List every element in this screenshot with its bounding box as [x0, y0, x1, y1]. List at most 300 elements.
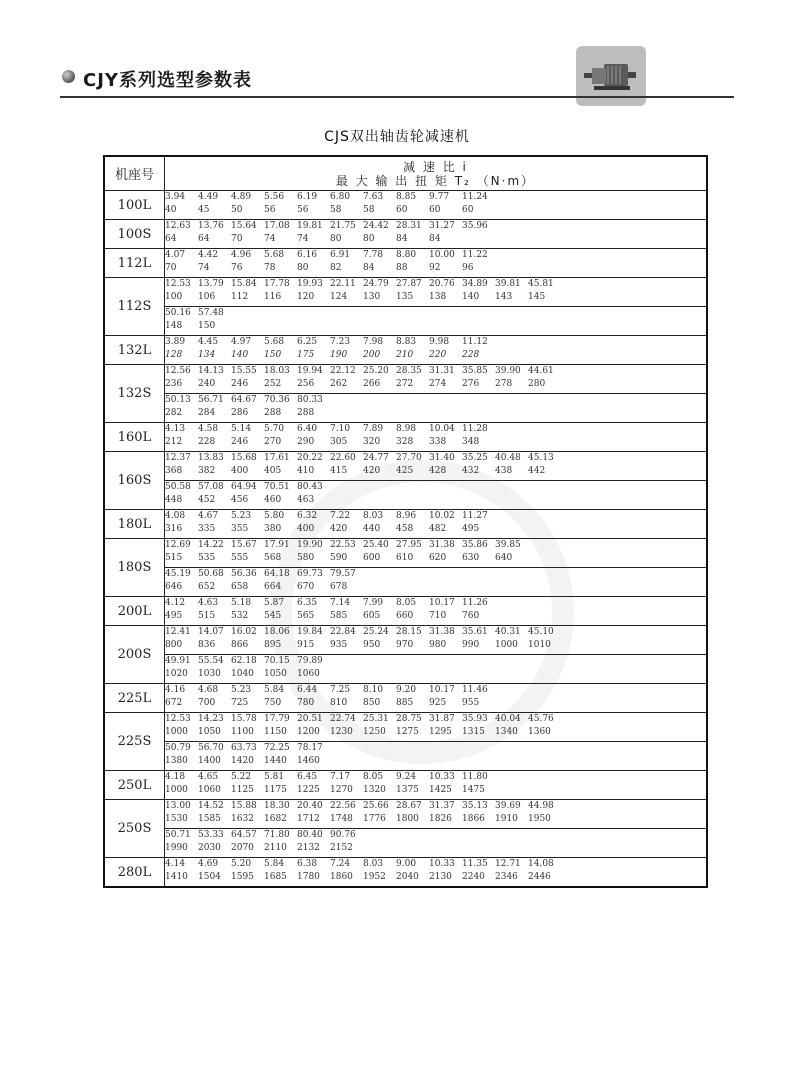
torque-value: 58 — [363, 205, 375, 215]
torque-value: 1340 — [495, 727, 518, 737]
ratio-value: 6.16 — [297, 250, 318, 260]
ratio-value: 14.08 — [528, 859, 554, 869]
ratio-value: 6.80 — [330, 192, 351, 202]
ratio-value: 8.83 — [396, 337, 417, 347]
ratio-value: 5.81 — [264, 772, 285, 782]
table-body — [104, 191, 707, 888]
ratio-value: 90.76 — [330, 830, 356, 840]
torque-value: 605 — [363, 611, 381, 621]
torque-value: 980 — [429, 640, 447, 650]
ratio-value: 64.94 — [231, 482, 257, 492]
ratio-value: 40.04 — [495, 714, 521, 724]
frame-size-cell: 225L — [104, 684, 165, 713]
ratio-torque-cell — [165, 713, 708, 742]
table-row — [104, 568, 707, 597]
ratio-value: 24.77 — [363, 453, 389, 463]
ratio-line — [165, 307, 706, 320]
ratio-value: 5.84 — [264, 859, 285, 869]
ratio-value: 11.46 — [462, 685, 488, 695]
torque-value: 580 — [297, 553, 315, 563]
ratio-value: 70.15 — [264, 656, 290, 666]
ratio-value: 28.31 — [396, 221, 422, 231]
ratio-value: 5.18 — [231, 598, 252, 608]
ratio-value: 19.84 — [297, 627, 323, 637]
ratio-value: 19.94 — [297, 366, 323, 376]
ratio-value: 4.63 — [198, 598, 219, 608]
table-title: CJS双出轴齿轮减速机 — [324, 129, 470, 145]
torque-value: 1000 — [165, 785, 188, 795]
torque-value: 1150 — [264, 727, 287, 737]
ratio-value: 13.00 — [165, 801, 191, 811]
ratio-value: 20.51 — [297, 714, 323, 724]
table-row — [104, 394, 707, 423]
table-row — [104, 829, 707, 858]
ratio-value: 4.18 — [165, 772, 186, 782]
ratio-line — [165, 597, 706, 610]
ratio-value: 56.70 — [198, 743, 224, 753]
ratio-value: 56.71 — [198, 395, 224, 405]
torque-value: 400 — [231, 466, 249, 476]
torque-value: 432 — [462, 466, 480, 476]
ratio-value: 79.57 — [330, 569, 356, 579]
table-row — [104, 365, 707, 394]
torque-value: 640 — [495, 553, 513, 563]
ratio-value: 5.22 — [231, 772, 252, 782]
torque-line — [165, 813, 706, 826]
torque-value: 262 — [330, 379, 348, 389]
ratio-value: 12.37 — [165, 453, 191, 463]
torque-value: 290 — [297, 437, 315, 447]
frame-size-cell: 160S — [104, 452, 165, 510]
torque-value: 76 — [231, 263, 243, 273]
torque-value: 1360 — [528, 727, 551, 737]
ratio-value: 10.04 — [429, 424, 455, 434]
torque-value: 495 — [165, 611, 183, 621]
torque-value: 1952 — [363, 872, 386, 882]
torque-value: 678 — [330, 582, 348, 592]
ratio-value: 11.27 — [462, 511, 488, 521]
ratio-line — [165, 481, 706, 494]
ratio-value: 10.02 — [429, 511, 455, 521]
torque-value: 1320 — [363, 785, 386, 795]
frame-size-cell: 112S — [104, 278, 165, 336]
ratio-line — [165, 510, 706, 523]
ratio-value: 4.49 — [198, 192, 219, 202]
ratio-value: 80.33 — [297, 395, 323, 405]
torque-value: 382 — [198, 466, 216, 476]
ratio-value: 69.73 — [297, 569, 323, 579]
ratio-value: 4.68 — [198, 685, 219, 695]
torque-value: 1425 — [429, 785, 452, 795]
torque-value: 143 — [495, 292, 513, 302]
ratio-value: 28.15 — [396, 627, 422, 637]
frame-size-cell: 132L — [104, 336, 165, 365]
ratio-line — [165, 771, 706, 784]
torque-value: 1200 — [297, 727, 320, 737]
torque-value: 282 — [165, 408, 183, 418]
ratio-line — [165, 539, 706, 552]
ratio-value: 25.31 — [363, 714, 389, 724]
torque-value: 74 — [264, 234, 276, 244]
ratio-value: 22.53 — [330, 540, 356, 550]
torque-value: 1375 — [396, 785, 419, 795]
ratio-value: 35.61 — [462, 627, 488, 637]
ratio-value: 31.37 — [429, 801, 455, 811]
col-header-ratio-line2: 最 大 输 出 扭 矩 T₂ （N·m） — [335, 173, 536, 188]
torque-value: 600 — [363, 553, 381, 563]
torque-value: 482 — [429, 524, 447, 534]
torque-value: 850 — [363, 698, 381, 708]
frame-size-cell: 250S — [104, 800, 165, 858]
ratio-value: 17.79 — [264, 714, 290, 724]
ratio-value: 5.20 — [231, 859, 252, 869]
torque-value: 1910 — [495, 814, 518, 824]
table-row — [104, 684, 707, 713]
ratio-value: 4.58 — [198, 424, 219, 434]
ratio-value: 21.75 — [330, 221, 356, 231]
ratio-value: 35.96 — [462, 221, 488, 231]
ratio-value: 22.84 — [330, 627, 356, 637]
torque-value: 276 — [462, 379, 480, 389]
ratio-value: 7.22 — [330, 511, 351, 521]
torque-value: 1860 — [330, 872, 353, 882]
torque-value: 1990 — [165, 843, 188, 853]
torque-line — [165, 262, 706, 275]
ratio-value: 12.53 — [165, 279, 191, 289]
torque-line — [165, 465, 706, 478]
torque-value: 266 — [363, 379, 381, 389]
ratio-line — [165, 626, 706, 639]
torque-value: 246 — [231, 379, 249, 389]
ratio-value: 39.81 — [495, 279, 521, 289]
torque-value: 750 — [264, 698, 282, 708]
gear-motor-icon-graphic — [582, 54, 640, 98]
torque-value: 84 — [429, 234, 441, 244]
torque-line — [165, 610, 706, 623]
torque-value: 760 — [462, 611, 480, 621]
ratio-torque-cell — [165, 684, 708, 713]
ratio-value: 57.08 — [198, 482, 224, 492]
frame-size-cell: 200S — [104, 626, 165, 684]
ratio-value: 31.27 — [429, 221, 455, 231]
torque-value: 82 — [330, 263, 342, 273]
ratio-value: 3.94 — [165, 192, 186, 202]
ratio-value: 5.68 — [264, 337, 285, 347]
ratio-value: 11.26 — [462, 598, 488, 608]
torque-value: 1595 — [231, 872, 254, 882]
ratio-value: 4.16 — [165, 685, 186, 695]
col-header-ratio — [165, 156, 708, 191]
torque-value: 284 — [198, 408, 216, 418]
ratio-value: 24.79 — [363, 279, 389, 289]
torque-value: 1420 — [231, 756, 254, 766]
torque-line — [165, 697, 706, 710]
ratio-value: 17.61 — [264, 453, 290, 463]
torque-value: 585 — [330, 611, 348, 621]
torque-value: 60 — [396, 205, 408, 215]
torque-value: 124 — [330, 292, 348, 302]
torque-value: 515 — [198, 611, 216, 621]
ratio-value: 22.56 — [330, 801, 356, 811]
torque-value: 452 — [198, 495, 216, 505]
table-row — [104, 539, 707, 568]
torque-value: 1632 — [231, 814, 254, 824]
ratio-value: 22.74 — [330, 714, 356, 724]
torque-value: 1780 — [297, 872, 320, 882]
ratio-torque-cell — [165, 510, 708, 539]
torque-value: 100 — [165, 292, 183, 302]
ratio-value: 4.89 — [231, 192, 252, 202]
torque-value: 50 — [231, 205, 243, 215]
torque-value: 463 — [297, 495, 315, 505]
torque-value: 1400 — [198, 756, 221, 766]
ratio-value: 5.84 — [264, 685, 285, 695]
ratio-value: 50.71 — [165, 830, 191, 840]
torque-value: 895 — [264, 640, 282, 650]
ratio-value: 62.18 — [231, 656, 257, 666]
torque-value: 348 — [462, 437, 480, 447]
ratio-value: 5.87 — [264, 598, 285, 608]
header-divider — [60, 96, 734, 98]
ratio-value: 45.81 — [528, 279, 554, 289]
ratio-value: 7.89 — [363, 424, 384, 434]
ratio-value: 9.77 — [429, 192, 450, 202]
ratio-value: 9.00 — [396, 859, 417, 869]
torque-value: 252 — [264, 379, 282, 389]
ratio-torque-cell — [165, 829, 708, 858]
ratio-line — [165, 220, 706, 233]
ratio-value: 6.25 — [297, 337, 318, 347]
torque-value: 1800 — [396, 814, 419, 824]
ratio-value: 45.13 — [528, 453, 554, 463]
ratio-value: 4.45 — [198, 337, 219, 347]
ratio-value: 35.93 — [462, 714, 488, 724]
torque-line — [165, 378, 706, 391]
torque-value: 800 — [165, 640, 183, 650]
ratio-value: 17.78 — [264, 279, 290, 289]
torque-value: 256 — [297, 379, 315, 389]
torque-value: 670 — [297, 582, 315, 592]
torque-value: 442 — [528, 466, 546, 476]
torque-value: 925 — [429, 698, 447, 708]
ratio-value: 34.89 — [462, 279, 488, 289]
ratio-torque-cell — [165, 771, 708, 800]
torque-value: 112 — [231, 292, 249, 302]
ratio-value: 64.67 — [231, 395, 257, 405]
torque-value: 836 — [198, 640, 216, 650]
torque-value: 620 — [429, 553, 447, 563]
frame-size-cell: 180S — [104, 539, 165, 597]
ratio-value: 78.17 — [297, 743, 323, 753]
ratio-value: 5.80 — [264, 511, 285, 521]
ratio-value: 20.76 — [429, 279, 455, 289]
ratio-value: 35.13 — [462, 801, 488, 811]
table-row — [104, 510, 707, 539]
torque-value: 1050 — [198, 727, 221, 737]
ratio-value: 8.03 — [363, 859, 384, 869]
torque-value: 240 — [198, 379, 216, 389]
ratio-value: 13.79 — [198, 279, 224, 289]
torque-value: 220 — [429, 350, 447, 360]
ratio-value: 7.63 — [363, 192, 384, 202]
torque-value: 150 — [198, 321, 216, 331]
torque-value: 535 — [198, 553, 216, 563]
torque-value: 1060 — [297, 669, 320, 679]
torque-value: 1712 — [297, 814, 320, 824]
ratio-value: 15.78 — [231, 714, 257, 724]
ratio-torque-cell — [165, 626, 708, 655]
ratio-torque-cell — [165, 858, 708, 888]
torque-line — [165, 581, 706, 594]
ratio-value: 13.83 — [198, 453, 224, 463]
ratio-value: 7.24 — [330, 859, 351, 869]
torque-value: 438 — [495, 466, 513, 476]
ratio-value: 27.95 — [396, 540, 422, 550]
ratio-value: 6.19 — [297, 192, 318, 202]
torque-value: 458 — [396, 524, 414, 534]
torque-value: 335 — [198, 524, 216, 534]
ratio-value: 6.35 — [297, 598, 318, 608]
table-row — [104, 452, 707, 481]
ratio-value: 4.67 — [198, 511, 219, 521]
col-header-ratio-line1: 减 速 比 i — [403, 159, 468, 174]
ratio-value: 7.17 — [330, 772, 351, 782]
ratio-value: 7.98 — [363, 337, 384, 347]
ratio-value: 50.79 — [165, 743, 191, 753]
ratio-value: 4.69 — [198, 859, 219, 869]
ratio-torque-cell — [165, 423, 708, 452]
torque-value: 1030 — [198, 669, 221, 679]
torque-value: 660 — [396, 611, 414, 621]
ratio-line — [165, 365, 706, 378]
ratio-value: 44.61 — [528, 366, 554, 376]
ratio-value: 25.20 — [363, 366, 389, 376]
ratio-value: 7.23 — [330, 337, 351, 347]
torque-value: 885 — [396, 698, 414, 708]
ratio-value: 7.78 — [363, 250, 384, 260]
torque-value: 368 — [165, 466, 183, 476]
torque-value: 866 — [231, 640, 249, 650]
ratio-value: 4.97 — [231, 337, 252, 347]
torque-value: 1230 — [330, 727, 353, 737]
torque-value: 2152 — [330, 843, 353, 853]
torque-value: 135 — [396, 292, 414, 302]
ratio-value: 28.35 — [396, 366, 422, 376]
ratio-value: 24.42 — [363, 221, 389, 231]
torque-value: 495 — [462, 524, 480, 534]
torque-value: 2040 — [396, 872, 419, 882]
torque-value: 70 — [231, 234, 243, 244]
ratio-value: 22.11 — [330, 279, 356, 289]
ratio-value: 8.85 — [396, 192, 417, 202]
table-row — [104, 191, 707, 220]
torque-value: 428 — [429, 466, 447, 476]
ratio-line — [165, 249, 706, 262]
torque-value: 2030 — [198, 843, 221, 853]
torque-value: 1010 — [528, 640, 551, 650]
ratio-line — [165, 394, 706, 407]
frame-size-cell: 200L — [104, 597, 165, 626]
torque-value: 246 — [231, 437, 249, 447]
torque-value: 400 — [297, 524, 315, 534]
torque-value: 228 — [198, 437, 216, 447]
torque-value: 2130 — [429, 872, 452, 882]
ratio-value: 10.17 — [429, 685, 455, 695]
torque-value: 415 — [330, 466, 348, 476]
ratio-value: 64.57 — [231, 830, 257, 840]
ratio-value: 10.00 — [429, 250, 455, 260]
torque-value: 2240 — [462, 872, 485, 882]
ratio-value: 14.23 — [198, 714, 224, 724]
torque-value: 725 — [231, 698, 249, 708]
torque-value: 420 — [330, 524, 348, 534]
ratio-value: 70.36 — [264, 395, 290, 405]
ratio-value: 22.60 — [330, 453, 356, 463]
table-row — [104, 481, 707, 510]
ratio-value: 18.30 — [264, 801, 290, 811]
torque-value: 45 — [198, 205, 210, 215]
ratio-value: 7.10 — [330, 424, 351, 434]
torque-value: 80 — [297, 263, 309, 273]
table-row — [104, 742, 707, 771]
torque-value: 1585 — [198, 814, 221, 824]
ratio-value: 18.06 — [264, 627, 290, 637]
ratio-torque-cell — [165, 191, 708, 220]
torque-value: 425 — [396, 466, 414, 476]
torque-value: 288 — [297, 408, 315, 418]
torque-value: 88 — [396, 263, 408, 273]
ratio-line — [165, 568, 706, 581]
torque-value: 74 — [297, 234, 309, 244]
ratio-value: 12.63 — [165, 221, 191, 231]
torque-line — [165, 494, 706, 507]
ratio-value: 5.56 — [264, 192, 285, 202]
table-row — [104, 713, 707, 742]
ratio-value: 7.14 — [330, 598, 351, 608]
torque-value: 80 — [363, 234, 375, 244]
ratio-value: 25.24 — [363, 627, 389, 637]
frame-size-cell: 250L — [104, 771, 165, 800]
torque-value: 328 — [396, 437, 414, 447]
torque-value: 568 — [264, 553, 282, 563]
frame-size-cell: 100S — [104, 220, 165, 249]
ratio-torque-cell — [165, 481, 708, 510]
torque-value: 1460 — [297, 756, 320, 766]
torque-value: 1040 — [231, 669, 254, 679]
ratio-value: 4.96 — [231, 250, 252, 260]
ratio-value: 10.17 — [429, 598, 455, 608]
ratio-value: 8.10 — [363, 685, 384, 695]
torque-value: 148 — [165, 321, 183, 331]
ratio-value: 14.52 — [198, 801, 224, 811]
torque-value: 1000 — [495, 640, 518, 650]
torque-value: 280 — [528, 379, 546, 389]
ratio-value: 12.69 — [165, 540, 191, 550]
torque-value: 955 — [462, 698, 480, 708]
ratio-value: 4.12 — [165, 598, 186, 608]
ratio-value: 80.43 — [297, 482, 323, 492]
torque-value: 316 — [165, 524, 183, 534]
ratio-value: 4.13 — [165, 424, 186, 434]
ratio-value: 15.67 — [231, 540, 257, 550]
ratio-value: 27.87 — [396, 279, 422, 289]
ratio-value: 72.25 — [264, 743, 290, 753]
ratio-value: 5.14 — [231, 424, 252, 434]
ratio-torque-cell — [165, 742, 708, 771]
torque-value: 78 — [264, 263, 276, 273]
ratio-torque-cell — [165, 249, 708, 278]
torque-value: 60 — [462, 205, 474, 215]
